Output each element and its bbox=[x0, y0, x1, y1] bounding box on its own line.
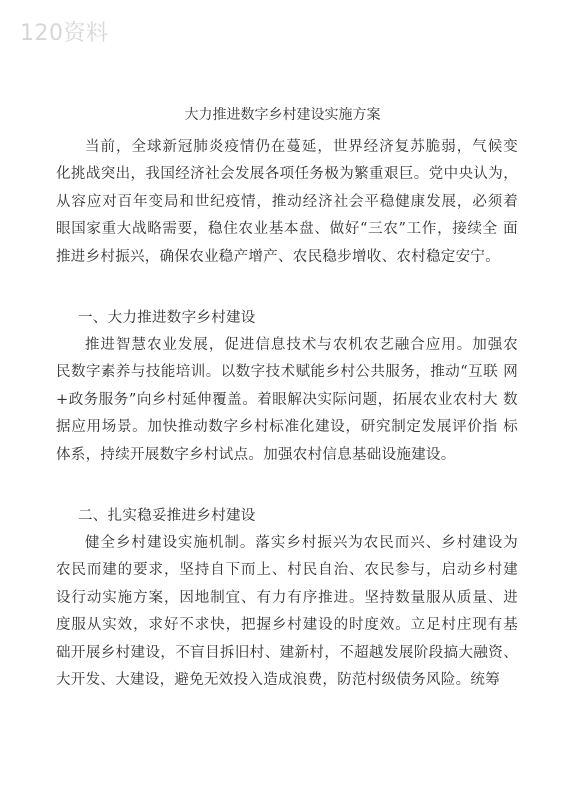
watermark-logo: 120资料 bbox=[20, 21, 109, 46]
section-1-paragraph: 推进智慧农业发展，促进信息技术与农机农艺融合应用。加强农 民数字素养与技能培训。以数字技术赋能乡村公共服务，推动“互联 网+政务服务”向乡村延伸覆盖。着眼解决实际问题，拓展农业农村大 数据应用场景。加快推动数字乡村标准化建设，研究制定发展评价指 标体系，持续开展数字乡村试点。加强农村信息基础设施建设。 bbox=[56, 337, 518, 463]
document-title: 大力推进数字乡村建设实施方案 bbox=[184, 107, 381, 123]
section-heading-1: 一、大力推进数字乡村建设 bbox=[78, 310, 256, 326]
intro-paragraph: 当前，全球新冠肺炎疫情仍在蔓延，世界经济复苏脆弱，气候变 化挑战突出，我国经济社会发展各项任务极为繁重艰巨。党中央认为，从容应对百年变局和世纪疫情，推动经济社会平稳健康发展，必须着 眼国家重大战略需要，稳住农业基本盘、做好“三农”工作，接续全 面推进乡村振兴，确保农业稳产增产、农民稳步增收、农村稳定安宁。 bbox=[56, 139, 518, 265]
section-heading-2: 二、扎实稳妥推进乡村建设 bbox=[78, 508, 256, 524]
section-2-paragraph: 健全乡村建设实施机制。落实乡村振兴为农民而兴、乡村建设为 农民而建的要求，坚持自下而上、村民自治、农民参与，启动乡村建 设行动实施方案，因地制宜、有力有序推进。坚持数量服从质量、进 度服从实效，求好不求快，把握乡村建设的时度效。立足村庄现有基 础开展乡村建设，不盲目拆旧村、建新村，不超越发展阶段搞大融资、 大开发、大建设，避免无效投入造成浪费，防范村级债务风险。统筹 bbox=[56, 535, 518, 689]
